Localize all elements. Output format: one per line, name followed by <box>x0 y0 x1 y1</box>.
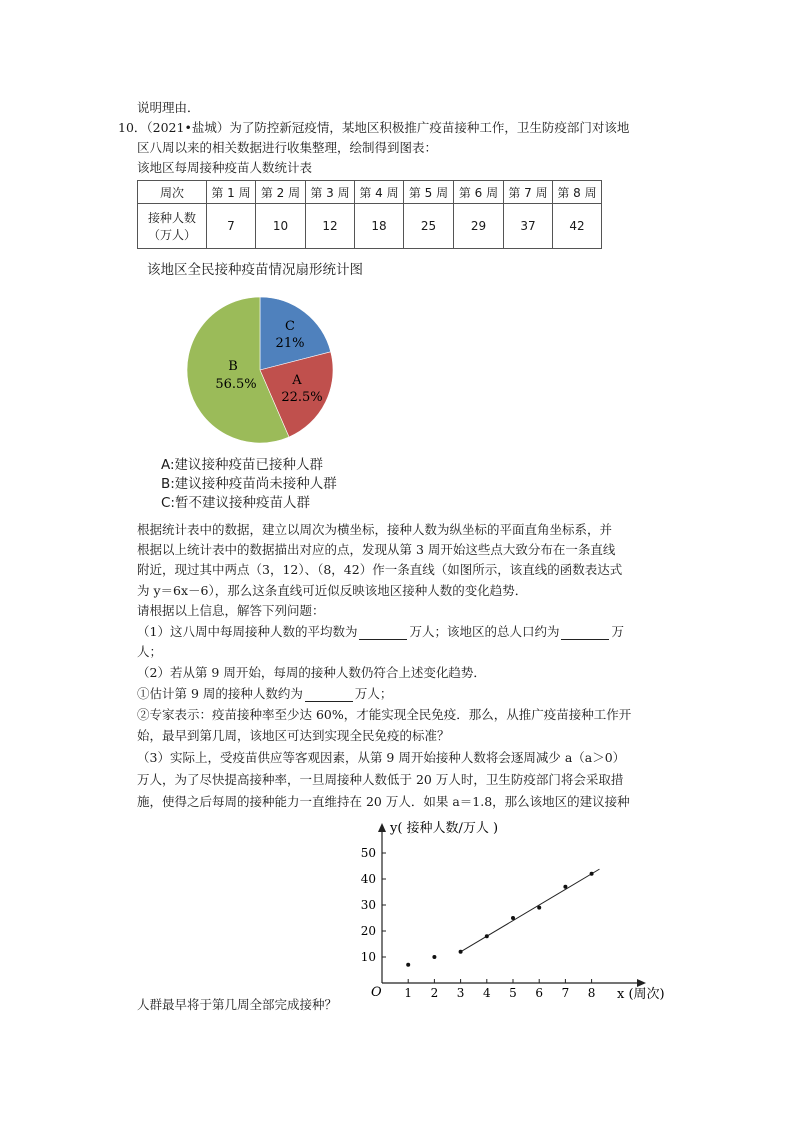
pie-percent-b: 56.5% <box>215 377 257 392</box>
y-axis-arrow-icon <box>378 823 386 832</box>
table-caption: 该地区每周接种疫苗人数统计表 <box>137 160 313 175</box>
question-3-line-4: 人群最早将于第几周全部完成接种？ <box>137 997 338 1012</box>
table-header-label: 周次 <box>138 181 207 204</box>
question-1-continued: 人； <box>137 644 163 659</box>
question-1-part-b: 万人；该地区的总人口约为 <box>409 624 560 639</box>
pie-legend-c: C:暂不建议接种疫苗人群 <box>161 495 310 511</box>
trend-line <box>461 869 600 952</box>
table-cell: 12 <box>306 204 355 249</box>
question-2-2: ②专家表示：疫苗接种率至少达 60%，才能实现全民免疫．那么，从推广疫苗接种工作开 <box>137 707 632 722</box>
table-cell: 18 <box>355 204 404 249</box>
x-tick-label: 4 <box>482 986 491 1000</box>
x-tick-label: 3 <box>456 986 465 1000</box>
table-week-header: 第 3 周 <box>306 181 355 204</box>
x-tick-label: 8 <box>587 986 596 1000</box>
y-tick-label: 50 <box>360 846 376 860</box>
pie-chart-title: 该地区全民接种疫苗情况扇形统计图 <box>147 262 363 278</box>
x-tick-label: 6 <box>535 986 544 1000</box>
question-2-2-continued: 始，最早到第几周，该地区可达到实现全民免疫的标准？ <box>137 728 450 743</box>
question-1-part-c: 万 <box>611 624 624 639</box>
question-2: （2）若从第 9 周开始，每周的接种人数仍符合上述变化趋势． <box>137 665 486 680</box>
data-point <box>563 885 567 889</box>
table-cell: 7 <box>207 204 256 249</box>
x-tick-label: 2 <box>430 986 439 1000</box>
data-point <box>485 934 489 938</box>
x-tick-label: 1 <box>404 986 413 1000</box>
table-week-header: 第 1 周 <box>207 181 256 204</box>
paragraph-line: 附近，现过其中两点（3，12）、（8，42）作一条直线（如图所示，该直线的函数表达式 <box>137 562 623 577</box>
question-3-line-3: 施，使得之后每周的接种能力一直维持在 20 万人．如果 a＝1.8，那么该地区的建议接种 <box>137 794 630 809</box>
question-2-1-part-b: 万人； <box>354 686 393 701</box>
pie-percent-a: 22.5% <box>281 390 323 405</box>
paragraph-line: 根据以上统计表中的数据描出对应的点，发现从第 3 周开始这些点大致分布在一条直线 <box>137 542 616 557</box>
question-3: （3）实际上，受疫苗供应等客观因素，从第 9 周开始接种人数将会逐周减少 a（a＞0） <box>137 750 626 765</box>
data-point <box>459 950 463 954</box>
row-label-line-1: 接种人数 <box>147 211 196 225</box>
pie-legend-a: A:建议接种疫苗已接种人群 <box>161 457 324 473</box>
problem-line-2: 区八周以来的相关数据进行收集整理，绘制得到图表： <box>137 140 438 155</box>
table-cell: 25 <box>404 204 454 249</box>
problem-text-1: （2021•盐城）为了防控新冠疫情，某地区积极推广疫苗接种工作，卫生防疫部门对该地 <box>146 120 630 135</box>
row-label-line-2: （万人） <box>147 228 196 242</box>
origin-label: O <box>371 985 382 1000</box>
problem-number: 10． <box>118 120 147 135</box>
y-tick-label: 40 <box>360 872 376 886</box>
pie-legend-b: B:建议接种疫苗尚未接种人群 <box>161 476 337 492</box>
table-week-header: 第 5 周 <box>404 181 454 204</box>
x-tick-label: 5 <box>509 986 517 1000</box>
paragraph-line: 为 y＝6x－6），那么这条直线可近似反映该地区接种人数的变化趋势． <box>137 583 528 598</box>
table-week-header: 第 6 周 <box>454 181 504 204</box>
x-axis-label: x (周次) <box>617 987 665 1002</box>
y-axis-label: y( 接种人数/万人 ) <box>390 821 499 836</box>
x-axis-arrow-icon <box>637 979 646 987</box>
data-point <box>590 872 594 876</box>
intro-line: 说明理由． <box>137 100 200 115</box>
pie-label-c: C <box>285 319 295 334</box>
data-point <box>511 916 515 920</box>
table-cell: 37 <box>504 204 553 249</box>
table-week-header: 第 7 周 <box>504 181 553 204</box>
table-cell: 29 <box>454 204 504 249</box>
data-point <box>406 963 410 967</box>
x-tick-label: 7 <box>561 986 570 1000</box>
table-cell: 42 <box>553 204 602 249</box>
paragraph-line: 请根据以上信息，解答下列问题： <box>137 603 325 618</box>
pie-percent-c: 21% <box>275 336 305 351</box>
question-1-part-a: （1）这八周中每周接种人数的平均数为 <box>137 624 358 639</box>
table-week-header: 第 2 周 <box>256 181 306 204</box>
y-tick-label: 20 <box>360 924 376 938</box>
question-3-line-2: 万人，为了尽快提高接种率，一旦周接种人数低于 20 万人时，卫生防疫部门将会采取措 <box>137 772 624 787</box>
table-cell: 10 <box>256 204 306 249</box>
pie-label-a: A <box>292 373 302 388</box>
pie-label-b: B <box>228 359 238 374</box>
y-tick-label: 30 <box>360 898 376 912</box>
question-2-1-part-a: ①估计第 9 周的接种人数约为 <box>137 686 303 701</box>
table-week-header: 第 8 周 <box>553 181 602 204</box>
table-week-header: 第 4 周 <box>355 181 404 204</box>
data-point <box>432 955 436 959</box>
y-tick-label: 10 <box>360 950 376 964</box>
data-point <box>537 906 541 910</box>
paragraph-line: 根据统计表中的数据，建立以周次为横坐标，接种人数为纵坐标的平面直角坐标系，并 <box>137 522 613 537</box>
